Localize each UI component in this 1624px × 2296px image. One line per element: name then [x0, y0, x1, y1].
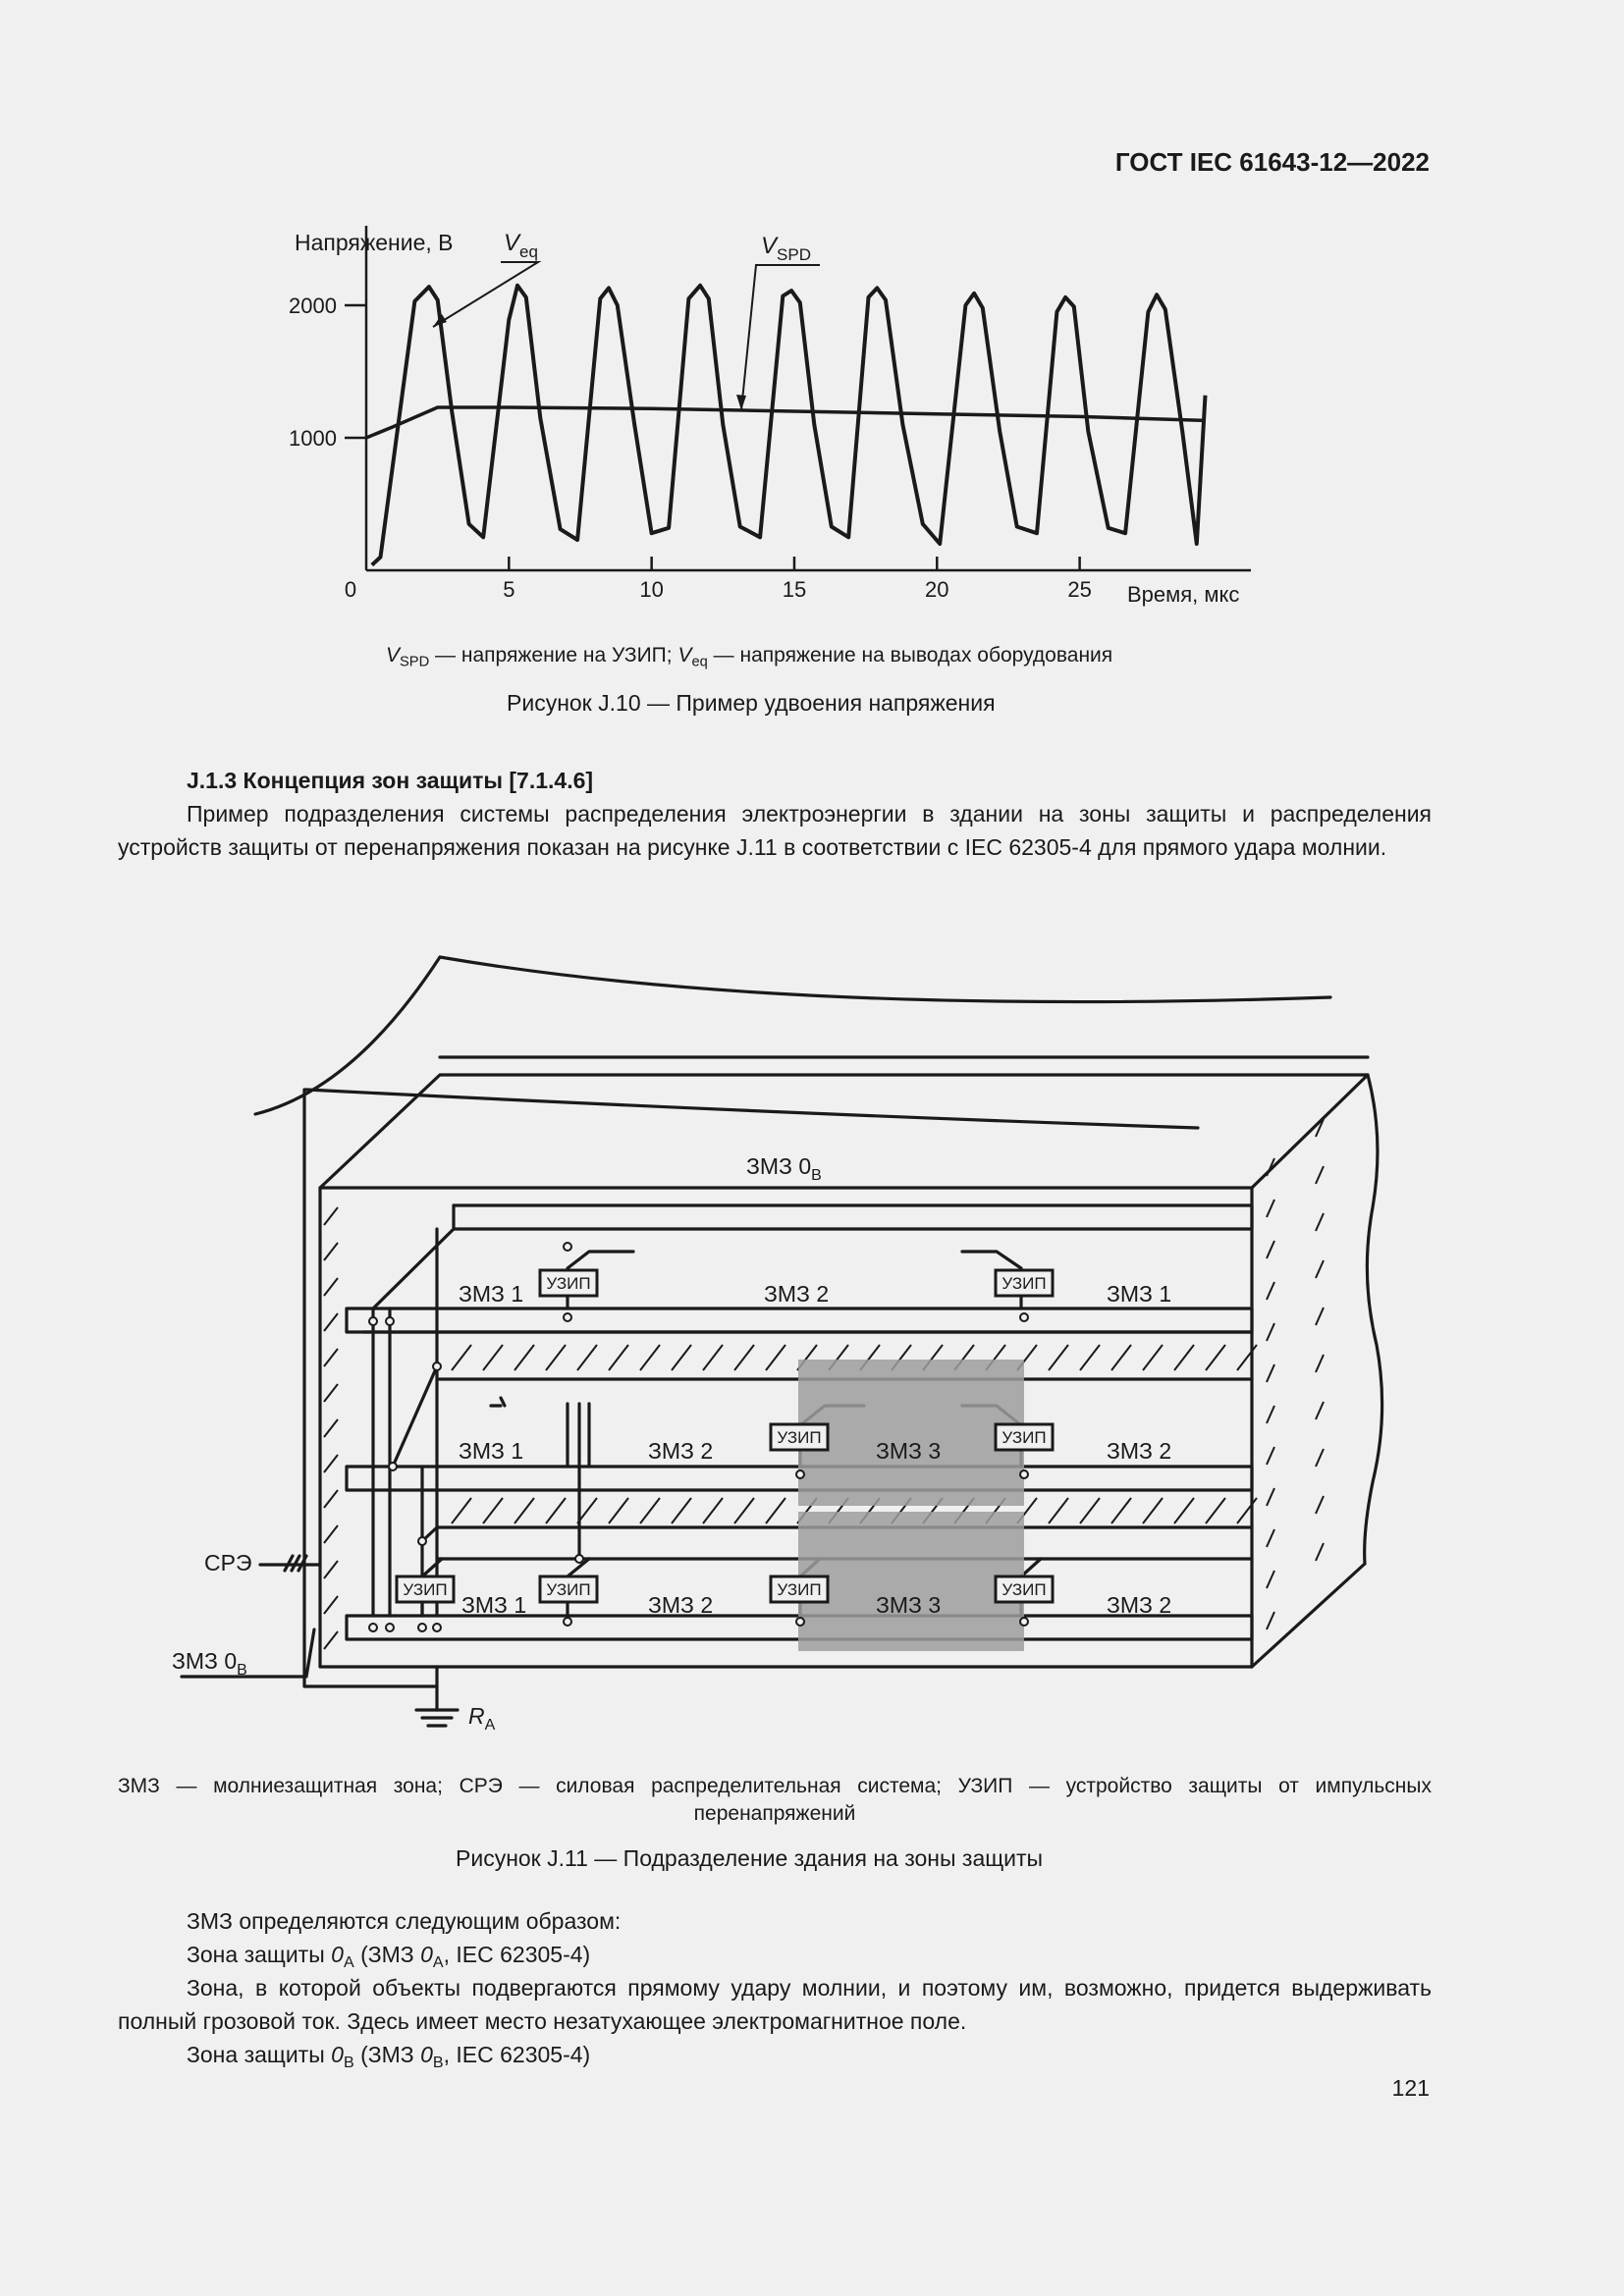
terminal-dot	[564, 1618, 571, 1626]
floor-hatch	[1080, 1498, 1100, 1523]
floor-hatch	[452, 1498, 471, 1523]
side-hatch	[1267, 1488, 1274, 1506]
zone-3-label: ЗМЗ 3	[876, 1592, 942, 1618]
side-hatch	[1267, 1241, 1274, 1258]
section-body: Пример подразделения системы распределения электроэнергии в здании на зоны защиты и распределения устройств защиты от перенапряжения показан на рисунке J.11 в соответствии с IEC 62305-4 для прямого удара молнии.	[118, 801, 1432, 860]
spd-label: УЗИП	[777, 1580, 822, 1599]
floor-hatch	[609, 1345, 628, 1370]
fig11-caption: Рисунок J.11 — Подразделение здания на зоны защиты	[456, 1845, 1044, 1871]
zone-1-label: ЗМЗ 1	[461, 1592, 527, 1618]
zone-3-label: ЗМЗ 3	[876, 1438, 942, 1464]
terminal-dot	[1020, 1618, 1028, 1626]
side-hatch	[1267, 1612, 1274, 1629]
x-tick-label: 5	[503, 577, 515, 602]
spd-label: УЗИП	[403, 1580, 448, 1599]
wall-hatch	[324, 1313, 338, 1331]
y-axis-label: Напряжение, В	[295, 230, 454, 255]
x-tick-label: 0	[344, 577, 357, 602]
side-hatch	[1267, 1529, 1274, 1547]
floor-hatch	[1174, 1498, 1194, 1523]
zone3-block	[798, 1360, 1024, 1506]
terminal-dot	[1020, 1313, 1028, 1321]
floor-hatch	[577, 1345, 597, 1370]
wall-hatch	[324, 1455, 338, 1472]
terminal-dot	[796, 1618, 804, 1626]
y-tick-label: 1000	[289, 426, 337, 451]
floor-hatch	[672, 1345, 691, 1370]
x-tick-label: 20	[925, 577, 949, 602]
floor-hatch	[640, 1345, 660, 1370]
spd-label: УЗИП	[777, 1428, 822, 1447]
zone-1-label: ЗМЗ 1	[459, 1281, 524, 1307]
floor-hatch	[1206, 1498, 1225, 1523]
floor-hatch	[1174, 1345, 1194, 1370]
wall-hatch	[324, 1207, 338, 1225]
floor-hatch	[609, 1498, 628, 1523]
series-line-v_spd	[366, 407, 1206, 438]
floor-hatch	[1206, 1345, 1225, 1370]
side-hatch	[1267, 1571, 1274, 1588]
zone3-block	[798, 1512, 1024, 1651]
side-hatch	[1316, 1213, 1324, 1231]
zone-1-label: ЗМЗ 1	[1107, 1281, 1172, 1307]
terminal-dot	[433, 1624, 441, 1631]
floor-hatch	[1111, 1345, 1131, 1370]
side-hatch	[1267, 1447, 1274, 1465]
side-hatch	[1316, 1260, 1324, 1278]
spd-label: УЗИП	[546, 1580, 591, 1599]
wall-hatch	[324, 1525, 338, 1543]
terminal-dot	[796, 1470, 804, 1478]
terminal-dot	[369, 1317, 377, 1325]
terminal-dot	[369, 1624, 377, 1631]
zone-2-label: ЗМЗ 2	[648, 1438, 714, 1464]
floor-hatch	[514, 1345, 534, 1370]
floor-hatch	[1237, 1498, 1257, 1523]
terminal-dot	[1020, 1470, 1028, 1478]
para-zones-intro: ЗМЗ определяются следующим образом:	[187, 1908, 622, 1934]
floor-hatch	[546, 1498, 566, 1523]
section-j13	[118, 764, 1432, 864]
side-hatch	[1316, 1166, 1324, 1184]
floor-hatch	[1049, 1345, 1068, 1370]
zone-2-label: ЗМЗ 2	[1107, 1592, 1172, 1618]
terminal-dot	[433, 1362, 441, 1370]
veq-label: $V_{eq}$	[504, 230, 538, 261]
floor-1	[347, 1308, 1252, 1332]
document-header: ГОСТ IEC 61643-12—2022	[1114, 147, 1430, 177]
side-hatch	[1316, 1402, 1324, 1419]
terminal-dot	[418, 1624, 426, 1631]
terminal-dot	[564, 1243, 571, 1251]
fig11-note: ЗМЗ — молниезащитная зона; СРЭ — силовая распределительная система; УЗИП — устройство защиты от импульсных перенапряжений	[118, 1775, 1432, 1825]
terminal-dot	[386, 1624, 394, 1631]
spd-label: УЗИП	[546, 1274, 591, 1293]
page-number: 121	[1391, 2075, 1430, 2101]
zone-1-label: ЗМЗ 1	[459, 1438, 524, 1464]
floor-hatch	[483, 1345, 503, 1370]
wall-hatch	[324, 1349, 338, 1366]
building-roof	[320, 1075, 1368, 1188]
floor-hatch	[452, 1345, 471, 1370]
wall-hatch	[324, 1490, 338, 1508]
x-tick-label: 15	[782, 577, 807, 602]
x-tick-label: 10	[639, 577, 664, 602]
floor-hatch	[766, 1345, 785, 1370]
side-hatch	[1316, 1449, 1324, 1467]
building-wavy-edge	[1365, 1075, 1382, 1564]
wall-hatch	[324, 1561, 338, 1578]
zone-0b-heading: Зона защиты $0_B$ (ЗМЗ $0_B$, IEC 62305-4)	[187, 2042, 591, 2071]
vspd-arrowhead	[736, 395, 746, 410]
earth-resistance-label: $R_A$	[468, 1703, 496, 1734]
floor-hatch	[546, 1345, 566, 1370]
terminal-dot	[418, 1537, 426, 1545]
side-hatch	[1316, 1496, 1324, 1514]
floor-hatch	[734, 1345, 754, 1370]
wall-hatch	[324, 1384, 338, 1402]
spd-label: УЗИП	[1001, 1428, 1047, 1447]
zone-0b-top: ЗМЗ $0_B$	[746, 1153, 822, 1184]
zone-2-label: ЗМЗ 2	[648, 1592, 714, 1618]
floor-hatch	[766, 1498, 785, 1523]
floor-hatch	[640, 1498, 660, 1523]
wall-hatch	[324, 1419, 338, 1437]
floor-hatch	[483, 1498, 503, 1523]
terminal-dot	[389, 1463, 397, 1470]
zone-0a-description: Зона, в которой объекты подвергаются прямому удару молнии, и поэтому им, возможно, придется выдерживать полный грозовой ток. Здесь имеет место незатухающее электромагнитное поле.	[118, 1975, 1432, 2034]
protection-zones-diagram	[0, 923, 1624, 1737]
x-axis-label: Время, мкс	[1127, 582, 1240, 607]
floor-hatch	[672, 1498, 691, 1523]
wall-hatch	[324, 1243, 338, 1260]
wall-hatch	[324, 1278, 338, 1296]
floor-hatch	[734, 1498, 754, 1523]
x-tick-label: 25	[1067, 577, 1092, 602]
zone-2-label: ЗМЗ 2	[764, 1281, 830, 1307]
floor-hatch	[703, 1345, 723, 1370]
zones-definition	[118, 1904, 1432, 2071]
series-line-v_eq	[372, 286, 1206, 565]
fig10-caption: Рисунок J.10 — Пример удвоения напряжения	[507, 690, 996, 716]
floor-hatch	[1111, 1498, 1131, 1523]
floor-hatch	[1143, 1345, 1163, 1370]
terminal-dot	[564, 1313, 571, 1321]
floor-hatch	[703, 1498, 723, 1523]
zone-0b-outer: ЗМЗ $0_B$	[172, 1648, 247, 1679]
zone-2-label: ЗМЗ 2	[1107, 1438, 1172, 1464]
side-hatch	[1267, 1200, 1274, 1217]
side-hatch	[1267, 1282, 1274, 1300]
pds-label: СРЭ	[204, 1550, 252, 1575]
lightning-wire	[440, 957, 1330, 1002]
spd-label: УЗИП	[1001, 1580, 1047, 1599]
floor-hatch	[1143, 1498, 1163, 1523]
fig10-note: $V_{SPD}$ — напряжение на УЗИП; $V_{eq}$ — напряжение на выводах оборудования	[386, 644, 1113, 670]
floor-hatch	[1049, 1498, 1068, 1523]
wall-hatch	[324, 1631, 338, 1649]
floor-hatch	[1237, 1345, 1257, 1370]
side-hatch	[1267, 1364, 1274, 1382]
vspd-label: $V_{SPD}$	[761, 233, 811, 264]
wall-hatch	[324, 1596, 338, 1614]
floor-hatch	[1080, 1345, 1100, 1370]
floor-hatch	[514, 1498, 534, 1523]
zone-0a-heading: Зона защиты $0_A$ (ЗМЗ $0_A$, IEC 62305-4)	[187, 1942, 591, 1971]
lightning-wire	[306, 1090, 1198, 1128]
terminal-dot	[386, 1317, 394, 1325]
side-hatch	[1267, 1323, 1274, 1341]
side-hatch	[1267, 1406, 1274, 1423]
side-hatch	[1316, 1355, 1324, 1372]
terminal-dot	[575, 1555, 583, 1563]
section-title: J.1.3 Концепция зон защиты [7.1.4.6]	[187, 768, 594, 793]
side-hatch	[1316, 1308, 1324, 1325]
voltage-doubling-chart	[0, 0, 1624, 687]
spd-label: УЗИП	[1001, 1274, 1047, 1293]
side-hatch	[1316, 1543, 1324, 1561]
y-tick-label: 2000	[289, 294, 337, 318]
